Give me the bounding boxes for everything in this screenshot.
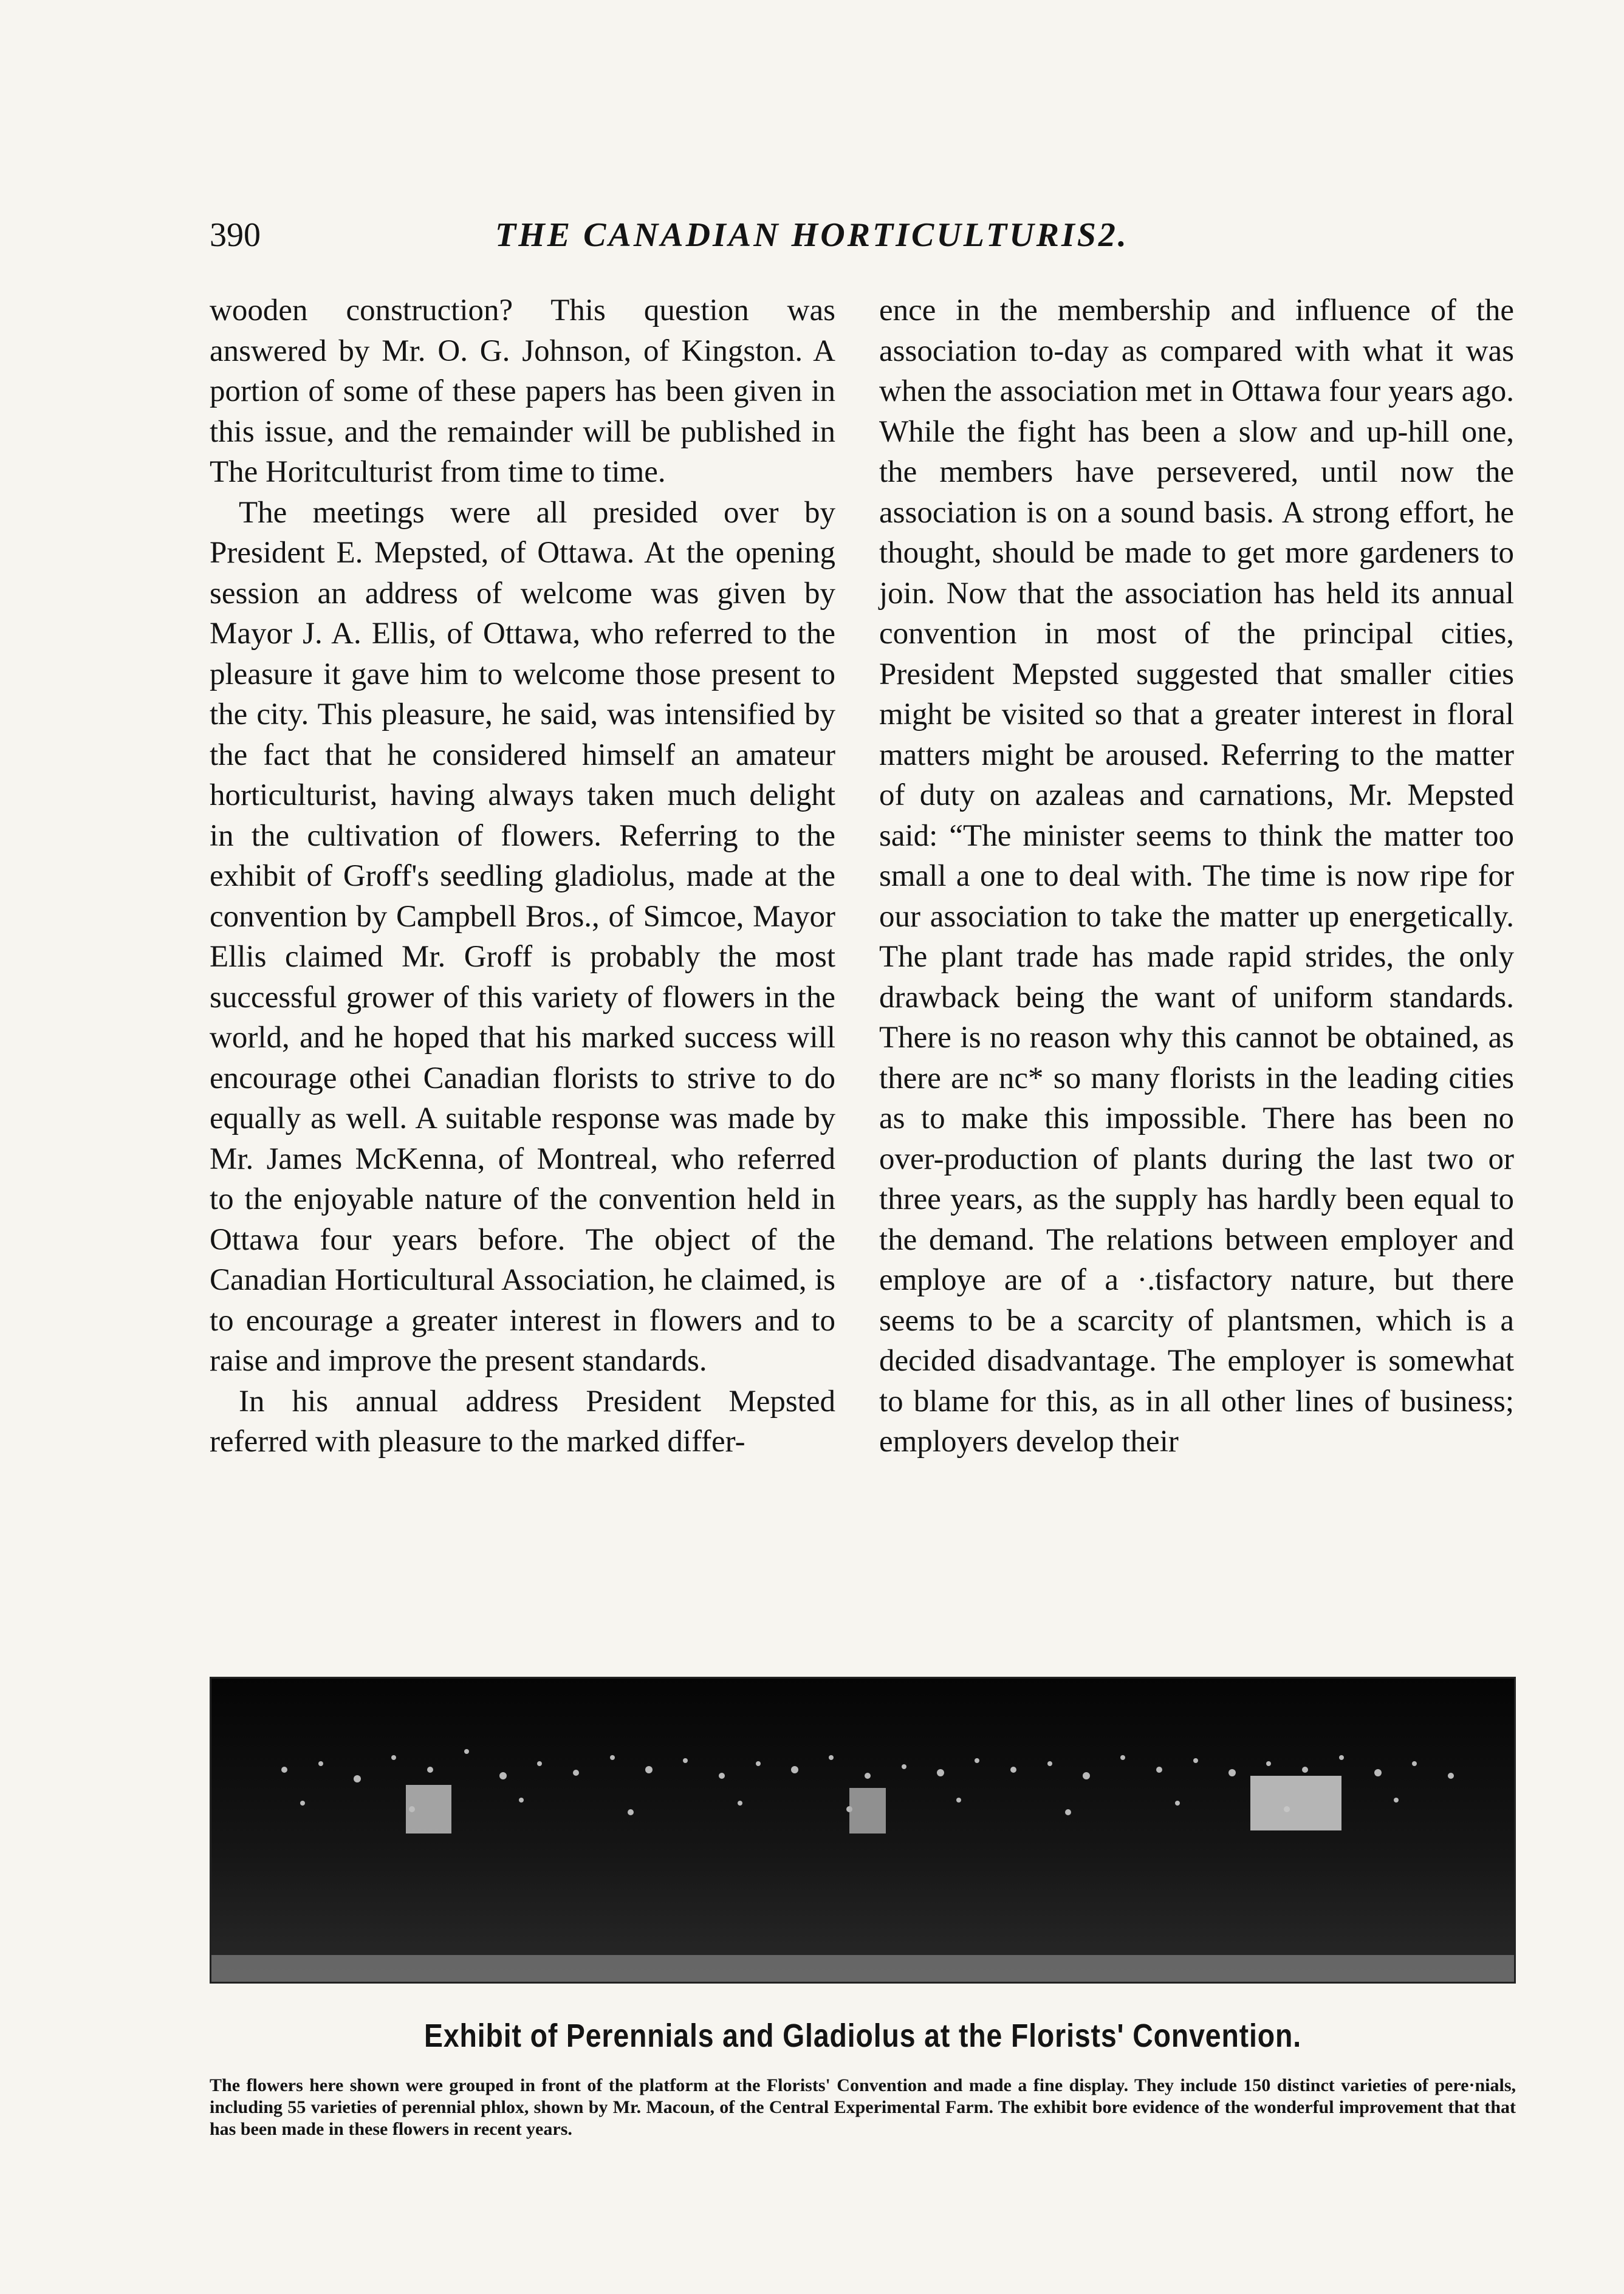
paragraph: In his annual address President Mepsted referred with pleasure to the marked differ-: [210, 1384, 835, 1459]
page-header: [210, 216, 1519, 264]
photo-image: [211, 1679, 1516, 1984]
exhibit-photograph: [210, 1677, 1516, 1984]
left-column: [210, 290, 835, 1462]
page-number: 390: [210, 216, 261, 254]
figure-caption-body: The flowers here shown were grouped in front of the platform at the Florists' Convention and made a fine display. They include 150 distinct varieties of pere·nials, including 55 varieties of perennial phlox, shown by Mr. Macoun, of the Central Experimental Farm. The exhibit bore evidence of the wonderful improvement that that has been made in these flowers in recent years.: [210, 2075, 1516, 2139]
paragraph: The meetings were all presided over by President E. Mepsted, of Ottawa. At the opening session an address of welcome was given by Mayor J. A. Ellis, of Ottawa, who referred to the pleasure it gave him to welcome those present to the city. This pleasure, he said, was intensified by the fact that he considered himself an amateur horticulturist, having always taken much delight in the cultivation of flowers. Referring to the exhibit of Groff's seedling gladiolus, made at the convention by Campbell Bros., of Simcoe, Mayor Ellis claimed Mr. Groff is probably the most successful grower of this variety of flowers in the world, and he hoped that his marked success will encourage othei Canadian florists to strive to do equally as well. A suitable response was made by Mr. James McKenna, of Montreal, who referred to the enjoyable nature of the convention held in Ottawa four years before. The object of the Canadian Horticultural Association, he claimed, is to encourage a greater interest in flowers and to raise and improve the present standards.: [210, 495, 835, 1378]
right-column: [879, 290, 1514, 1462]
running-head: THE CANADIAN HORTICULTURIS2.: [495, 216, 1129, 254]
paragraph: wooden construction? This question was answered by Mr. O. G. Johnson, of Kingston. A portion of some of these papers has been given in this issue, and the remainder will be published in The Horitculturist from time to time.: [210, 293, 835, 489]
figure-caption-title: Exhibit of Perennials and Gladiolus at the Florists' Convention.: [424, 2018, 1301, 2054]
paragraph: ence in the membership and influence of the association to-day as compared with what it was when the association met in Ottawa four years ago. While the fight has been a slow and up-hill one, the members have persevered, until now the association is on a sound basis. A strong effort, he thought, should be made to get more gardeners to join. Now that the association has held its annual convention in most of the principal cities, President Mepsted suggested that smaller cities might be visited so that a greater interest in floral matters might be aroused. Referring to the matter of duty on azaleas and carnations, Mr. Mepsted said: “The minister seems to think the matter too small a one to deal with. The time is now ripe for our association to take the matter up energetically. The plant trade has made rapid strides, the only drawback being the want of uniform standards. There is no reason why this cannot be obtained, as there are nc* so many florists in the leading cities as to make this impossible. There has been no over-production of plants during the last two or three years, as the supply has hardly been equal to the demand. The relations between employer and employe are of a ·.tisfactory nature, but there seems to be a scarcity of plantsmen, which is a decided disadvantage. The employer is somewhat to blame for this, as in all other lines of business; employers develop their: [879, 293, 1514, 1459]
